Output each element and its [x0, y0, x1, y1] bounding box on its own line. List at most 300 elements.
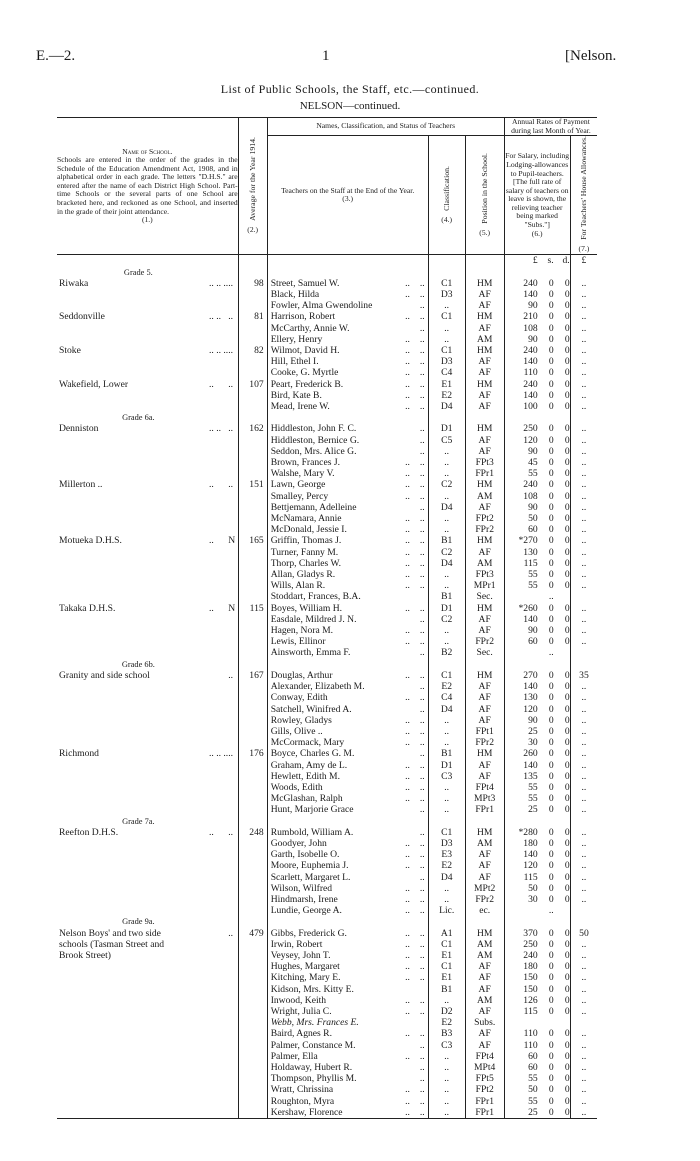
teacher-name-text: Woods, Edith: [270, 781, 323, 793]
teacher-name-text: Hunt, Marjorie Grace: [270, 804, 354, 816]
table-row: [57, 1017, 597, 1028]
house-allowance: ..: [570, 334, 597, 345]
classification: A1: [428, 928, 465, 939]
teacher-name-text: Cooke, G. Myrtle: [270, 367, 339, 379]
average-attendance: [238, 1096, 267, 1107]
salary: 240 0 0: [504, 278, 570, 289]
position: AF: [465, 356, 504, 367]
school-name: [57, 726, 209, 737]
leader-dots: ..: [419, 1062, 425, 1073]
table-row: [57, 423, 597, 434]
school-name: [57, 737, 209, 748]
classification: D4: [428, 558, 465, 569]
school-flag: [228, 591, 238, 602]
house-allowance: ..: [570, 614, 597, 625]
school-name: Brook Street): [59, 949, 111, 961]
leader-dots: .. ..: [405, 837, 425, 849]
average-attendance: 165: [238, 535, 267, 546]
teacher-name: [267, 502, 428, 513]
position: FPt2: [465, 1084, 504, 1095]
table-row: [57, 569, 597, 580]
average-attendance: [238, 300, 267, 311]
classification: ..: [428, 446, 465, 457]
house-allowance: ..: [570, 950, 597, 961]
classification: C2: [428, 547, 465, 558]
school-dots: [209, 1006, 228, 1017]
teacher-name: [267, 1084, 428, 1095]
table-row: [57, 827, 597, 838]
position: MPt3: [465, 793, 504, 804]
average-attendance: [238, 591, 267, 602]
position: FPt3: [465, 457, 504, 468]
classification: C2: [428, 614, 465, 625]
house-allowance: ..: [570, 883, 597, 894]
school-flag: [228, 1017, 238, 1028]
average-attendance: [238, 524, 267, 535]
table-row: [57, 535, 597, 546]
teacher-name-text: Kershaw, Florence: [270, 1106, 343, 1118]
leader-dots: ..: [419, 613, 425, 625]
salary: 140 0 0: [504, 289, 570, 300]
average-attendance: [238, 704, 267, 715]
school-name: [57, 681, 209, 692]
teacher-name-text: Hindmarsh, Irene: [270, 893, 338, 905]
school-flag: [228, 491, 238, 502]
salary: 150 0 0: [504, 984, 570, 995]
school-flag: [228, 580, 238, 591]
position: HM: [465, 670, 504, 681]
table-row: [57, 681, 597, 692]
teacher-name: [267, 569, 428, 580]
leader-dots: .. ..: [405, 311, 425, 323]
classification: C4: [428, 692, 465, 703]
average-attendance: [238, 367, 267, 378]
school-name: [57, 580, 209, 591]
house-allowance: ..: [570, 1096, 597, 1107]
leader-dots: .. ..: [405, 1106, 425, 1118]
avg-cell: [238, 816, 267, 827]
classification: D3: [428, 289, 465, 300]
table-row: [57, 771, 597, 782]
school-name: [57, 300, 209, 311]
position: AF: [465, 1006, 504, 1017]
school-name: [57, 323, 209, 334]
average-attendance: [238, 446, 267, 457]
teacher-name: [267, 379, 428, 390]
classification: ..: [428, 793, 465, 804]
teacher-name-text: Wilmot, David H.: [270, 345, 340, 356]
school-dots: ..: [209, 602, 214, 614]
position: HM: [465, 423, 504, 434]
house-allowance: ..: [570, 513, 597, 524]
grade-label: Grade 9a.: [122, 917, 155, 927]
classification: ..: [428, 524, 465, 535]
salary: 55 0 0: [504, 1096, 570, 1107]
house-allowance: ..: [570, 894, 597, 905]
average-attendance: [238, 289, 267, 300]
classification: ..: [428, 491, 465, 502]
leader-dots: .. ..: [405, 994, 425, 1006]
leader-dots: ..: [419, 1073, 425, 1085]
house-allowance: ..: [570, 995, 597, 1006]
average-attendance: [238, 401, 267, 412]
position-cell: [465, 267, 504, 278]
salary: 250 0 0: [504, 939, 570, 950]
position: HM: [465, 748, 504, 759]
teacher-name: [267, 278, 428, 289]
school-name: [57, 647, 209, 658]
school-dots: [209, 972, 228, 983]
average-attendance: [238, 558, 267, 569]
average-attendance: [238, 569, 267, 580]
position: AF: [465, 547, 504, 558]
leader-dots: .. ..: [405, 949, 425, 961]
salary: 90 0 0: [504, 300, 570, 311]
house-allowance: ..: [570, 972, 597, 983]
school-flag: [228, 860, 238, 871]
position: MPt4: [465, 1062, 504, 1073]
table-row: [57, 278, 597, 289]
school-dots: [209, 300, 228, 311]
leader-dots: .. ..: [405, 961, 425, 973]
col-teachers-group: Names, Classification, and Status of Teachers: [267, 118, 504, 136]
school-flag: [228, 838, 238, 849]
teacher-name: [267, 827, 428, 838]
position-cell: [465, 659, 504, 670]
teacher-name-text: Hill, Ethel I.: [270, 356, 319, 368]
position: AM: [465, 334, 504, 345]
table-row: [57, 793, 597, 804]
school-flag: ..: [228, 927, 233, 939]
position: HM: [465, 278, 504, 289]
average-attendance: [238, 1028, 267, 1039]
teacher-name-text: Hiddleston, John F. C.: [270, 423, 357, 435]
leader-dots: .. ..: [405, 781, 425, 793]
leader-dots: .. ..: [405, 490, 425, 502]
position: AF: [465, 972, 504, 983]
table-row: [57, 614, 597, 625]
school-flag: [228, 972, 238, 983]
table-row: [57, 1107, 597, 1119]
currency-units: £ s. d.: [504, 255, 570, 267]
house-allowance: ..: [570, 558, 597, 569]
position: AF: [465, 984, 504, 995]
salary: 240 0 0: [504, 479, 570, 490]
school-flag: [228, 894, 238, 905]
teacher-name: [267, 625, 428, 636]
house-allowance: ..: [570, 1028, 597, 1039]
class-cell: [428, 659, 465, 670]
house-allowance: ..: [570, 793, 597, 804]
leader-dots: ..: [419, 423, 425, 435]
classification: ..: [428, 883, 465, 894]
position: Sec.: [465, 591, 504, 602]
teacher-name: [267, 894, 428, 905]
leader-dots: ..: [419, 647, 425, 659]
salary: 60 0 0: [504, 1051, 570, 1062]
avg-cell: [238, 267, 267, 278]
leader-dots: ..: [419, 445, 425, 457]
house-allowance: ..: [570, 681, 597, 692]
teacher-name: [267, 984, 428, 995]
position: Subs.: [465, 1017, 504, 1028]
teacher-name-text: Veysey, John T.: [270, 949, 331, 961]
school-flag: ..: [228, 378, 233, 390]
col-average-label: Average for the Year 1914.: [248, 137, 258, 221]
classification: ..: [428, 513, 465, 524]
teacher-name: [267, 524, 428, 535]
school-dots: [209, 782, 228, 793]
school-flag: [228, 636, 238, 647]
position: AF: [465, 704, 504, 715]
teacher-name-text: Bird, Kate B.: [270, 389, 322, 401]
position: AF: [465, 681, 504, 692]
school-flag: [228, 1096, 238, 1107]
house-allowance: ..: [570, 423, 597, 434]
teacher-name: [267, 1006, 428, 1017]
table-row: [57, 502, 597, 513]
school-name: [57, 1051, 209, 1062]
school-flag: [228, 446, 238, 457]
school-dots: .. ..: [209, 311, 221, 323]
average-attendance: [238, 636, 267, 647]
school-dots: [209, 647, 228, 658]
position: HM: [465, 479, 504, 490]
teacher-name: [267, 345, 428, 356]
school-flag: [228, 300, 238, 311]
col-classification-label: Classification.: [442, 165, 452, 211]
position: AM: [465, 950, 504, 961]
school-dots: [209, 580, 228, 591]
school-name: [57, 972, 209, 983]
teacher-name: [267, 1040, 428, 1051]
classification: ..: [428, 300, 465, 311]
salary: 250 0 0: [504, 423, 570, 434]
table-row: [57, 838, 597, 849]
table-row: [57, 737, 597, 748]
average-attendance: [238, 390, 267, 401]
leader-dots: [415, 591, 428, 602]
average-attendance: [238, 356, 267, 367]
classification: D3: [428, 356, 465, 367]
leader-dots: [415, 984, 428, 995]
salary: 140 0 0: [504, 390, 570, 401]
position: HM: [465, 379, 504, 390]
classification: D3: [428, 838, 465, 849]
school-dots: [209, 928, 228, 939]
school-name: [57, 625, 209, 636]
leader-dots: .. ..: [405, 905, 425, 917]
leader-dots: .. ..: [405, 546, 425, 558]
allowance-cell: [570, 916, 597, 927]
average-attendance: [238, 872, 267, 883]
table-row: [57, 367, 597, 378]
average-attendance: 479: [238, 928, 267, 939]
salary-cell: [504, 916, 570, 927]
school-name: [57, 558, 209, 569]
teacher-name-text: McNamara, Annie: [270, 513, 342, 525]
school-flag: [228, 782, 238, 793]
school-flag: [228, 323, 238, 334]
allowance-cell: [570, 659, 597, 670]
school-name: [57, 692, 209, 703]
school-dots: [209, 367, 228, 378]
leader-dots: .. ..: [405, 938, 425, 950]
school-dots: [209, 614, 228, 625]
teacher-name-text: Hiddleston, Bernice G.: [270, 434, 360, 446]
currency-allowance: £: [570, 255, 597, 267]
house-allowance: ..: [570, 311, 597, 322]
school-name: [57, 883, 209, 894]
teacher-name: [267, 950, 428, 961]
teacher-cell: [267, 916, 428, 927]
house-allowance: ..: [570, 704, 597, 715]
teacher-name: [267, 323, 428, 334]
school-flag: [228, 1028, 238, 1039]
school-dots: [209, 984, 228, 995]
position: FPr2: [465, 737, 504, 748]
school-dots: [209, 457, 228, 468]
classification: Lic.: [428, 905, 465, 916]
school-dots: [209, 1062, 228, 1073]
teacher-name: [267, 334, 428, 345]
school-name: schools (Tasman Street and: [59, 938, 165, 950]
table-row: [57, 323, 597, 334]
teacher-name-text: McCormack, Mary: [270, 737, 345, 749]
teacher-name-text: Alexander, Elizabeth M.: [270, 681, 365, 693]
position: AF: [465, 390, 504, 401]
teacher-name: [267, 1107, 428, 1119]
col-5-number: (5.): [479, 227, 491, 237]
school-name: [57, 502, 209, 513]
teacher-name-text: Street, Samuel W.: [270, 277, 340, 289]
house-allowance: ..: [570, 603, 597, 614]
classification: D4: [428, 704, 465, 715]
teacher-name-text: Mead, Irene W.: [270, 401, 330, 413]
leader-dots: .. ..: [405, 345, 425, 356]
teacher-name: [267, 390, 428, 401]
leader-dots: .. ..: [405, 1028, 425, 1040]
teacher-name-text: Wills, Alan R.: [270, 580, 326, 592]
classification: D4: [428, 872, 465, 883]
school-flag: [228, 569, 238, 580]
table-row: [57, 356, 597, 367]
leader-dots: .. ..: [405, 367, 425, 379]
leader-dots: .. ..: [405, 333, 425, 345]
position: AF: [465, 289, 504, 300]
school-flag: [228, 334, 238, 345]
school-name: [57, 1073, 209, 1084]
table-row: [57, 1073, 597, 1084]
average-attendance: 115: [238, 603, 267, 614]
leader-dots: .. ..: [405, 401, 425, 413]
position: AM: [465, 558, 504, 569]
leader-dots: .. ..: [405, 725, 425, 737]
school-flag: [228, 1040, 238, 1051]
col-school-name-note: Schools are entered in the order of the grades in the Schedule of the Education Amendment Act, 1908, and in alphabetical order in each grade. The letters "D.H.S." are entered after the name of each District High School. Part-time Schools or the several parts of one School are bracketed here, and reckoned as one School, and inserted in the grade of their joint attendance.: [57, 155, 238, 216]
salary: 150 0 0: [504, 972, 570, 983]
position: FPt3: [465, 569, 504, 580]
school-dots: [209, 760, 228, 771]
table-row: [57, 547, 597, 558]
salary: 55 0 0: [504, 468, 570, 479]
table-row: [57, 379, 597, 390]
leader-dots: .. ..: [405, 457, 425, 469]
classification: D1: [428, 760, 465, 771]
col-salary-label: For Salary, including Lodging-allowances to Pupil-teachers. [The full rate of salary of teachers on leave is shown, the relieving teacher being marked "Subs."]: [505, 151, 570, 230]
average-attendance: [238, 1017, 267, 1028]
school-flag: N: [228, 602, 236, 614]
teacher-name-text: Hagen, Nora M.: [270, 625, 334, 637]
classification: ..: [428, 995, 465, 1006]
leader-dots: ..: [419, 748, 425, 760]
school-flag: [228, 771, 238, 782]
salary: 25 0 0: [504, 804, 570, 815]
school-flag: [228, 1107, 238, 1119]
average-attendance: [238, 1006, 267, 1017]
house-allowance: ..: [570, 625, 597, 636]
leader-dots: .. ..: [405, 714, 425, 726]
average-attendance: [238, 961, 267, 972]
classification: E2: [428, 860, 465, 871]
salary: 50 0 0: [504, 1084, 570, 1095]
teacher-name: [267, 782, 428, 793]
school-flag: [228, 804, 238, 815]
teacher-name-text: Black, Hilda: [270, 288, 320, 300]
table-row: [57, 289, 597, 300]
school-name: [57, 569, 209, 580]
school-name: Millerton ..: [59, 479, 103, 491]
teacher-name: [267, 401, 428, 412]
house-allowance: ..: [570, 345, 597, 356]
average-attendance: [238, 457, 267, 468]
salary: 120 0 0: [504, 860, 570, 871]
salary: 30 0 0: [504, 894, 570, 905]
table-row: [57, 647, 597, 658]
table-row: [57, 804, 597, 815]
salary: [504, 1017, 570, 1028]
teacher-name-text: Lawn, George: [270, 479, 326, 491]
leader-dots: .. ..: [405, 882, 425, 894]
teacher-name: [267, 647, 428, 658]
position: Sec.: [465, 647, 504, 658]
table-row: [57, 446, 597, 457]
school-dots: [209, 737, 228, 748]
salary: 140 0 0: [504, 614, 570, 625]
classification: C4: [428, 367, 465, 378]
position: AF: [465, 872, 504, 883]
position: HM: [465, 928, 504, 939]
house-allowance: ..: [570, 367, 597, 378]
classification: ..: [428, 804, 465, 815]
class-cell: [428, 916, 465, 927]
teacher-name-text: Boyce, Charles G. M.: [270, 748, 355, 760]
salary: 126 0 0: [504, 995, 570, 1006]
teacher-name-text: Wright, Julia C.: [270, 1005, 332, 1017]
leader-dots: ..: [419, 826, 425, 838]
school-dots: ..: [209, 378, 214, 390]
school-name: [57, 289, 209, 300]
school-dots: [209, 838, 228, 849]
avg-cell: [238, 412, 267, 423]
classification: ..: [428, 580, 465, 591]
teacher-name-text: Ellery, Henry: [270, 333, 323, 345]
school-dots: [209, 872, 228, 883]
position: AF: [465, 614, 504, 625]
classification: ..: [428, 569, 465, 580]
leader-dots: .. ..: [405, 535, 425, 547]
leader-dots: .. ..: [405, 893, 425, 905]
